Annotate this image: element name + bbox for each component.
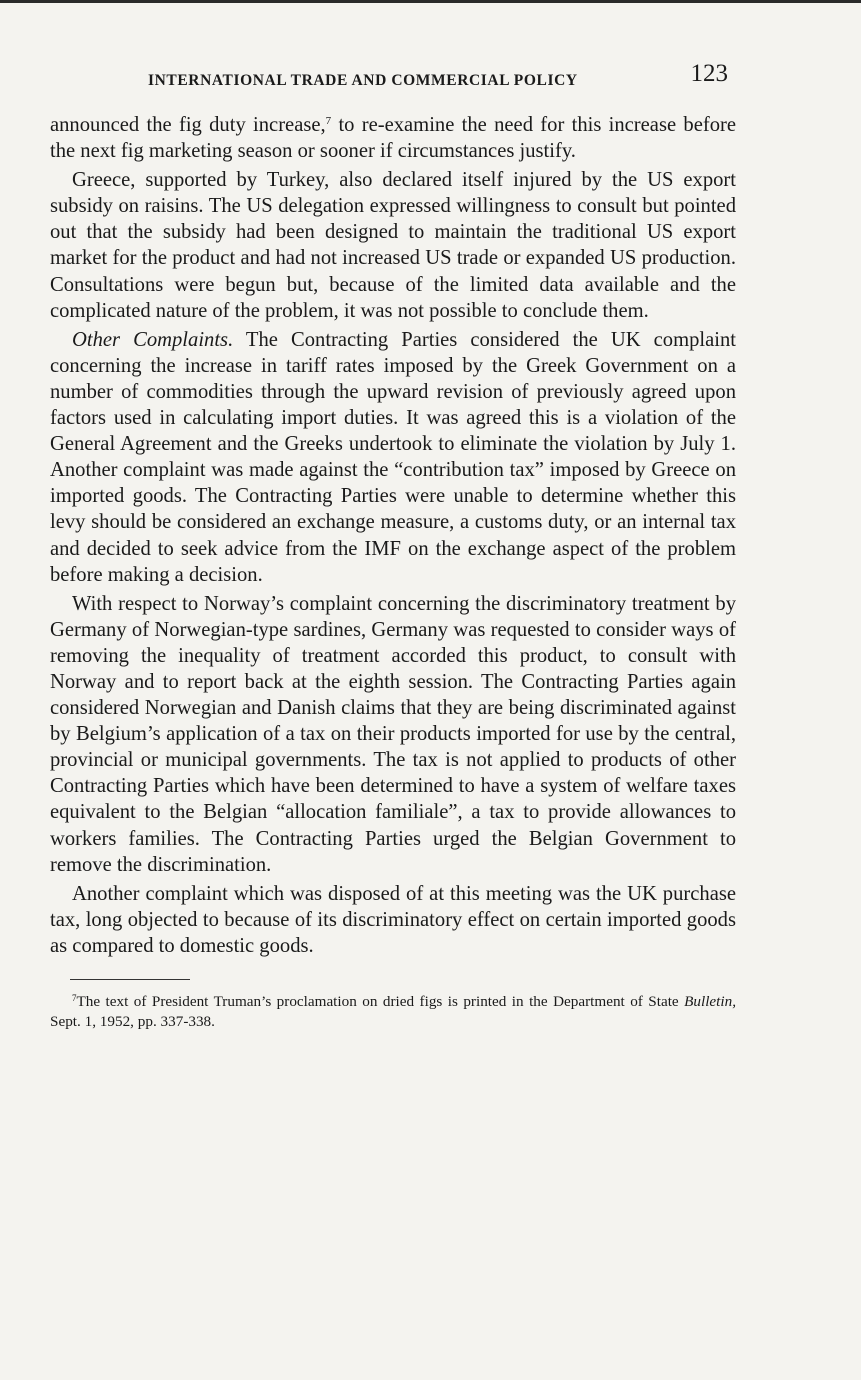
- page-number: 123: [690, 60, 728, 87]
- paragraph-text: announced the fig duty increase,: [50, 114, 326, 136]
- footnote-marker: 7: [72, 993, 77, 1003]
- footnote-reference: 7: [325, 115, 332, 127]
- document-page: [50, 58, 736, 1047]
- section-lead-heading: Other Complaints.: [72, 328, 234, 351]
- footnote-divider: [70, 979, 190, 980]
- body-text: [50, 112, 736, 959]
- running-head: [50, 58, 736, 98]
- paragraph-text: The Contracting Parties considered the UK complaint concerning the increase in tariff rates imposed by the Greek Government on a number of commodities through the upward revision of previously agreed upon factors used in calculating import duties. It was agreed this is a violation of the General Agreement and the Greeks undertook to eliminate the violation by July 1. Another complaint was made against the “contribution tax” imposed by Greece on imported goods. The Contracting Parties were unable to determine whether this levy should be considered an exchange measure, a customs duty, or an internal tax and decided to seek advice from the IMF on the exchange aspect of the problem before making a decision.: [50, 328, 736, 586]
- paragraph-norway-complaint: With respect to Norway’s complaint concerning the discriminatory treatment by Germany of Norwegian-type sardines, Germany was requested to consider ways of removing the inequality of treatment accorded this product, to consult with Norway and to report back at the eighth session. The Contracting Parties again considered Norwegian and Danish claims that they are being discriminated against by Belgium’s application of a tax on their products imported for use by the central, provincial or municipal governments. The tax is not applied to products of other Contracting Parties which have been determined to have a system of welfare taxes equivalent to the Belgian “allocation familiale”, a tax to provide allowances to workers families. The Contracting Parties urged the Belgian Government to remove the discrimination.: [50, 592, 736, 876]
- running-title: INTERNATIONAL TRADE AND COMMERCIAL POLICY: [148, 72, 578, 89]
- paragraph-text: to re-examine the need for this increase before the next fig marketing season or sooner if circumstances justify.: [50, 114, 736, 163]
- top-edge-rule: [0, 0, 861, 3]
- footnote: [50, 992, 736, 1032]
- footnote-publication: Bulletin,: [684, 993, 736, 1010]
- footnote-text: Sept. 1, 1952, pp. 337-338.: [50, 1013, 215, 1030]
- paragraph-uk-purchase-tax: Another complaint which was disposed of at this meeting was the UK purchase tax, long objected to because of its discriminatory effect on certain imported goods as compared to domestic goods.: [50, 882, 736, 957]
- paragraph-other-complaints: [50, 327, 736, 588]
- paragraph-greece-raisins: Greece, supported by Turkey, also declared itself injured by the US export subsidy on raisins. The US delegation expressed willingness to consult but pointed out that the subsidy had been designed to maintain the traditional US export market for the product and had not increased US trade or expanded US production. Consultations were begun but, because of the limited data available and the complicated nature of the problem, it was not possible to conclude them.: [50, 169, 736, 322]
- footnote-text: The text of President Truman’s proclamation on dried figs is printed in the Department of State: [76, 993, 685, 1010]
- paragraph-fig-duty: [50, 112, 736, 164]
